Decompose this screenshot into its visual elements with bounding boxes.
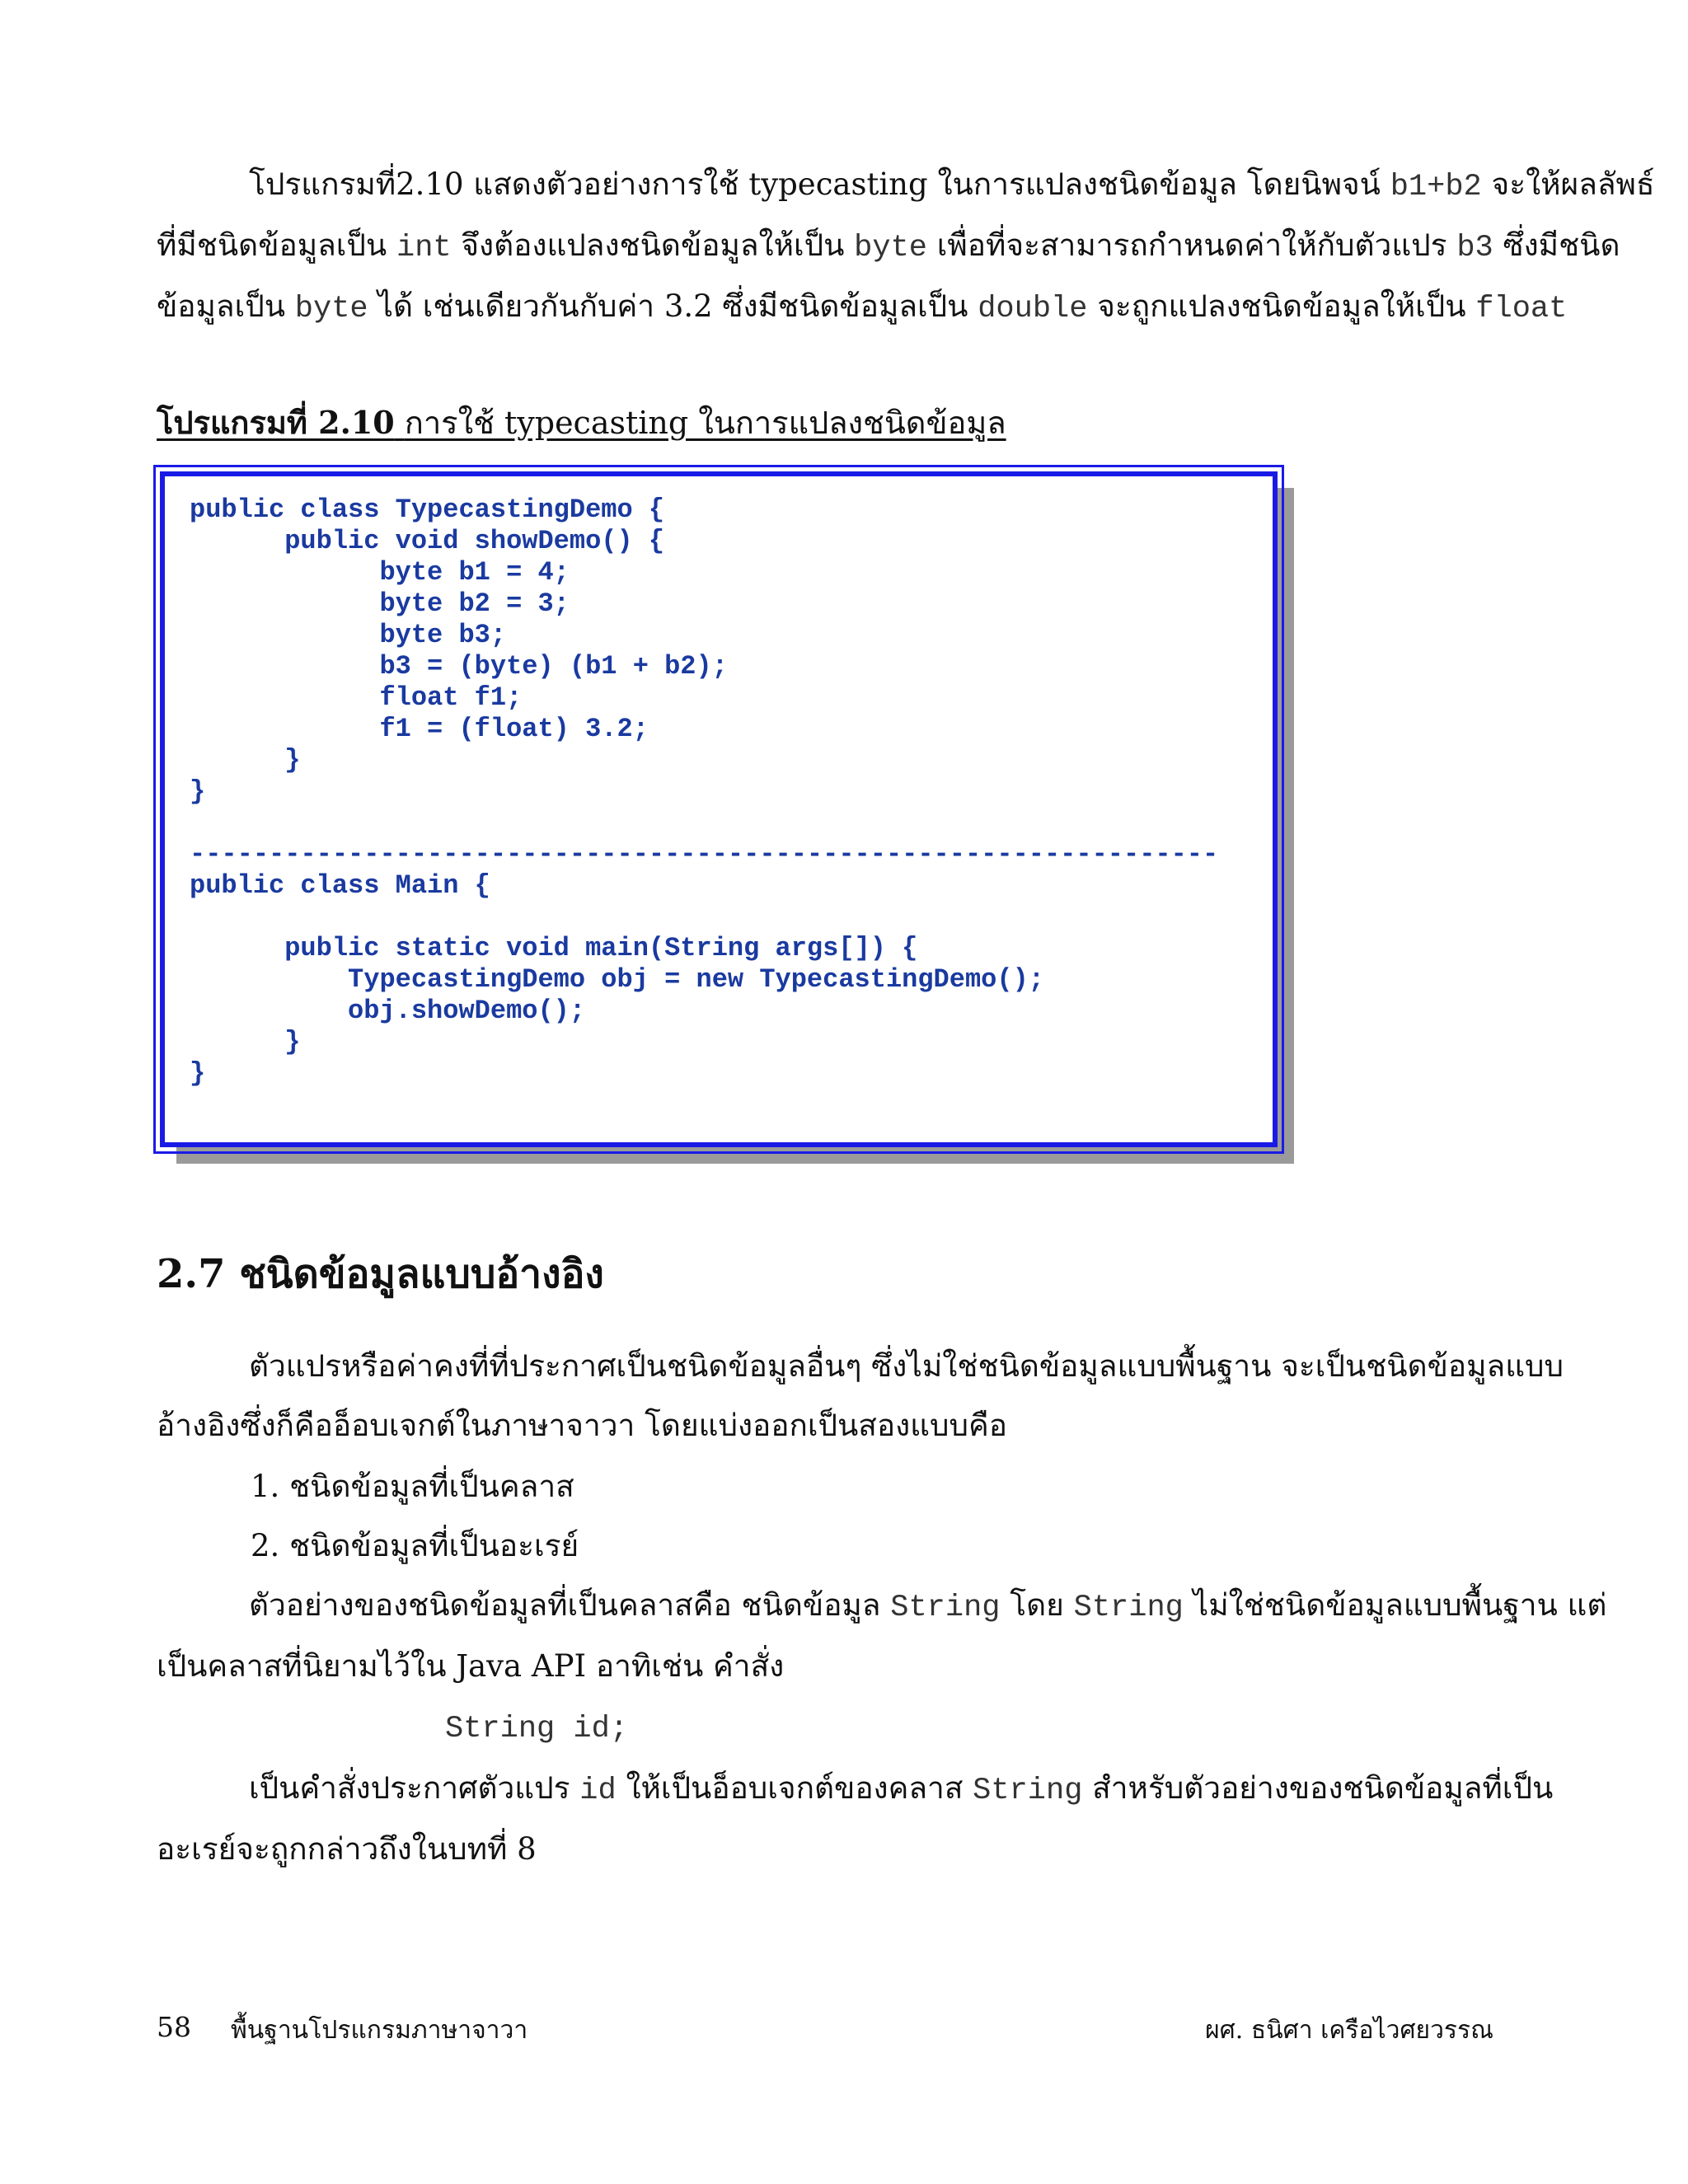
program-caption bbox=[157, 397, 1006, 448]
intro-text: เพื่อที่จะสามารถกำหนดค่าให้กับตัวแปร bbox=[936, 227, 1447, 263]
inline-code: byte bbox=[854, 231, 927, 265]
inline-code: double bbox=[978, 292, 1088, 326]
inline-code: b1+b2 bbox=[1390, 170, 1482, 204]
footer-book-title: พื้นฐานโปรแกรมภาษาจาวา bbox=[231, 2016, 528, 2045]
section-paragraph-line: ตัวแปรหรือค่าคงที่ที่ประกาศเป็นชนิดข้อมูลอื่นๆ ซึ่งไม่ใช่ชนิดข้อมูลแบบพื้นฐาน จะเป็นชนิดข้อมูลแบบ bbox=[249, 1348, 1564, 1384]
intro-text: ได้ เช่นเดียวกันกับค่า 3.2 ซึ่งมีชนิดข้อมูลเป็น bbox=[377, 288, 968, 324]
inline-code: id bbox=[579, 1774, 617, 1808]
inline-code: int bbox=[396, 231, 452, 265]
inline-code: float bbox=[1475, 292, 1568, 326]
intro-text: ข้อมูลเป็น bbox=[157, 288, 286, 324]
intro-text: จะถูกแปลงชนิดข้อมูลให้เป็น bbox=[1097, 288, 1466, 324]
intro-text: ที่มีชนิดข้อมูลเป็น bbox=[157, 227, 387, 263]
program-number: โปรแกรมที่ 2.10 bbox=[157, 404, 395, 441]
section-paragraph-line bbox=[249, 1586, 1606, 1628]
inline-code: b3 bbox=[1456, 231, 1493, 265]
page-number: 58 bbox=[157, 2011, 191, 2043]
section-paragraph-line: อ้างอิงซึ่งก็คืออ็อบเจกต์ในภาษาจาวา โดยแบ่งออกเป็นสองแบบคือ bbox=[157, 1408, 1007, 1443]
inline-code: String bbox=[1073, 1591, 1184, 1625]
intro-text: จึงต้องแปลงชนิดข้อมูลให้เป็น bbox=[461, 227, 845, 263]
code-example-line: String id; bbox=[445, 1712, 629, 1746]
inline-code: byte bbox=[294, 292, 368, 326]
code-listing: public class TypecastingDemo { public void showDemo() { byte b1 = 4; byte b2 = 3; byte b3; b3 = (byte) (b1 + b2); float f1; f1 = (float) 3.2; } } ----------------------------------------------------------------- public class Main { public static void main(String args[]) { TypecastingDemo obj = new TypecastingDemo(); obj.showDemo(); } } bbox=[190, 494, 1219, 1089]
intro-text: จะให้ผลลัพธ์ bbox=[1491, 166, 1655, 202]
body-text: สำหรับตัวอย่างของชนิดข้อมูลที่เป็น bbox=[1092, 1770, 1554, 1806]
program-title: การใช้ typecasting ในการแปลงชนิดข้อมูล bbox=[404, 405, 1006, 441]
inline-code: String bbox=[973, 1774, 1083, 1808]
body-text: ไม่ใช่ชนิดข้อมูลแบบพื้นฐาน แต่ bbox=[1193, 1587, 1607, 1623]
intro-line-3 bbox=[157, 287, 1567, 329]
section-paragraph-line: เป็นคลาสที่นิยามไว้ใน Java API อาทิเช่น คำสั่ง bbox=[157, 1648, 785, 1684]
intro-line-2 bbox=[157, 226, 1620, 268]
section-heading: 2.7 ชนิดข้อมูลแบบอ้างอิง bbox=[157, 1251, 604, 1297]
list-item: 2. ชนิดข้อมูลที่เป็นอะเรย์ bbox=[251, 1528, 579, 1563]
footer-author: ผศ. ธนิศา เครือไวศยวรรณ bbox=[1205, 2016, 1493, 2045]
section-paragraph-line: อะเรย์จะถูกกล่าวถึงในบทที่ 8 bbox=[157, 1831, 537, 1867]
section-paragraph-line bbox=[249, 1769, 1553, 1811]
body-text: เป็นคำสั่งประกาศตัวแปร bbox=[249, 1770, 570, 1806]
inline-code: String bbox=[890, 1591, 1001, 1625]
body-text: โดย bbox=[1010, 1587, 1064, 1623]
body-text: ตัวอย่างของชนิดข้อมูลที่เป็นคลาสคือ ชนิดข้อมูล bbox=[249, 1587, 881, 1623]
intro-text: โปรแกรมที่2.10 แสดงตัวอย่างการใช้ typecasting ในการแปลงชนิดข้อมูล โดยนิพจน์ bbox=[249, 166, 1381, 202]
intro-text: ซึ่งมีชนิด bbox=[1503, 227, 1620, 263]
list-item: 1. ชนิดข้อมูลที่เป็นคลาส bbox=[251, 1469, 574, 1504]
code-listing-box bbox=[160, 471, 1278, 1147]
intro-line-1 bbox=[249, 165, 1655, 207]
body-text: ให้เป็นอ็อบเจกต์ของคลาส bbox=[626, 1770, 964, 1806]
